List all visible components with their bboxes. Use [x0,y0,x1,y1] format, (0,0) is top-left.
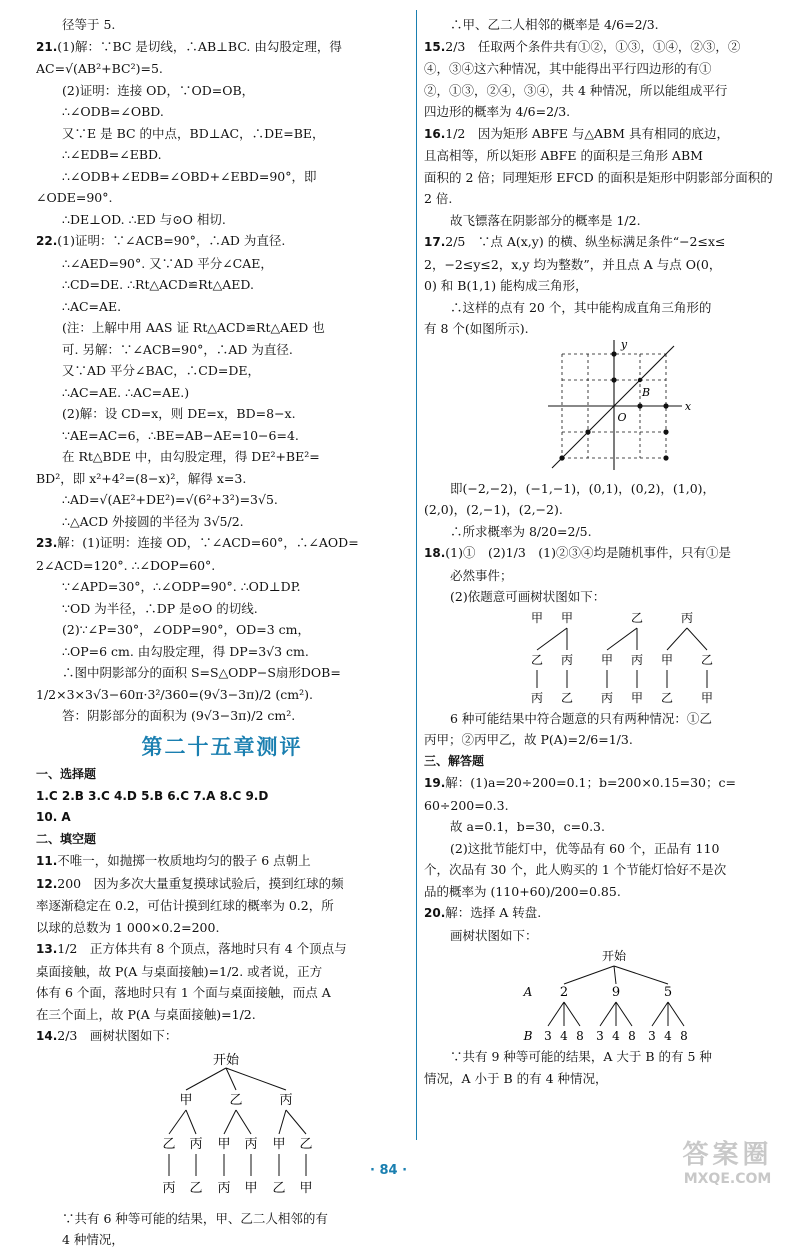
text-line [424,881,800,903]
tree-branch [667,628,687,650]
line-text: 四边形的概率为 4/6=2/3. [424,104,571,119]
line-text: 面积的 2 倍；同理矩形 EFCD 的面积是矩形中阴影部分面积的 [424,169,773,185]
tree-node-label: 丙 [162,1180,176,1196]
text-line [424,772,800,795]
tree-node-label: 甲 [244,1180,258,1196]
tree-node-label: 4 [560,1029,568,1043]
page-number: · 84 · [370,1163,408,1178]
text-line [424,925,800,947]
origin-label: O [617,410,627,424]
tree-diagram-18 [424,608,800,708]
tree-node-label: 丙 [189,1136,203,1152]
tree-branch [652,1002,668,1026]
line-text: ∴AD=√(AE²+DE²)=√(6²+3²)=3√5. [62,492,278,507]
lattice-point [559,455,564,460]
line-text: ∵∠APD=30°，∴∠ODP=90°. ∴OD⊥DP. [62,579,301,594]
tree-node-label: 丙 [630,652,644,667]
right-answer-block-mid [424,478,800,608]
tree-node-label: 丙 [217,1180,231,1196]
question-number: 18. [424,546,446,560]
line-text: ∴∠EDB=∠EBD. [62,147,162,162]
line-text: 4 种情况， [62,1232,124,1247]
line-text: ∴∠AED=90°. 又∵AD 平分∠CAE， [62,255,273,271]
line-text: 画树状图如下： [450,927,538,943]
tree-node-label: 甲 [299,1180,313,1196]
text-line [36,58,408,80]
text-line [424,838,800,860]
line-text: ∴这样的点有 20 个，其中能构成直角三角形的 [450,299,712,315]
line-text: 答：阴影部分的面积为 (9√3−3π)/2 cm². [62,708,296,723]
line-text: 又∵AD 平分∠BAC，∴CD=DE， [62,363,260,378]
tree-node-label: 乙 [299,1136,313,1152]
text-line [36,850,408,873]
tree-branch [224,1110,236,1134]
tree-node-label: 乙 [272,1180,286,1196]
line-text: (1)解：∵BC 是切线，∴AB⊥BC. 由勾股定理，得 [57,38,342,54]
tree-branch [169,1110,186,1134]
tree-node-label: 甲 [600,652,614,667]
line-text: 0) 和 B(1,1) 能构成三角形， [424,278,588,293]
tree-node-label: 甲 [700,690,714,705]
line-text: 体有 6 个面，落地时只有 1 个面与桌面接触，而点 A [36,985,331,1000]
line-text: (1)① (2)1/3 (1)②③④均是随机事件，只有①是 [445,545,732,560]
tree-node-label: 5 [663,985,673,1000]
tree-node-label: 甲 [530,610,544,625]
tree-root-label: 开始 [601,949,627,963]
text-line [424,816,800,838]
text-line [36,123,408,145]
text-line [36,253,408,275]
text-line [36,446,408,468]
line-text: (2)证明：连接 OD，∵OD=OB， [62,82,255,98]
lattice-point [663,429,668,434]
tree-diagram-20 [424,946,800,1046]
tree-diagram-14 [36,1048,408,1208]
text-line [424,80,800,102]
tree-branch [279,1110,286,1134]
text-line [36,14,408,36]
line-text: ∵AE=AC=6，∴BE=AB−AE=10−6=4. [62,427,299,443]
tree-node-label: 丙 [600,690,614,705]
point-b-label: B [641,385,651,399]
choice-answers [36,786,408,829]
line-text: ∠ODE=90°. [36,190,113,205]
text-line [36,895,408,917]
tree-node-label: 丙 [680,610,694,625]
tree-node-label: 乙 [229,1092,243,1108]
question-number: 11. [36,854,58,868]
tree-node-label: 丙 [560,652,574,667]
left-answer-block [36,14,408,727]
line-text: ∴甲、乙二人相邻的概率是 4/6=2/3. [450,17,659,32]
line-text: BD²，即 x²+4²=(8−x)²，解得 x=3. [36,470,247,486]
line-text: 2 倍. [424,191,453,206]
question-number: 21. [36,39,58,54]
right-answer-block-ans [424,772,800,946]
right-column [424,14,800,1089]
line-text: 有 8 个(如图所示). [424,321,529,336]
tree-branch [668,1002,684,1026]
text-line [36,360,408,382]
text-line [36,684,408,706]
tree-node-label: 甲 [272,1136,286,1152]
text-line [424,478,800,500]
line-text: ∴∠ODB=∠OBD. [62,104,164,119]
line-text: ∴图中阴影部分的面积 S=S△ODP−S扇形DOB= [62,665,341,680]
line-text: 2，−2≤y≤2，x,y 均为整数”，并且点 A 与点 O(0， [424,256,722,272]
line-text: (注：上解中用 AAS 证 Rt△ACD≌Rt△AED 也 [62,320,325,335]
question-number: 22. [36,234,58,248]
text-line [36,917,408,939]
text-line [36,468,408,490]
text-line [36,144,408,166]
text-line [36,403,408,425]
line-text: 1/2 因为矩形 ABFE 与△ABM 具有相同的底边， [445,125,729,141]
text-line [424,123,800,146]
section-fill-label: 二、填空题 [36,831,97,846]
text-line [36,36,408,59]
tree-a-label: A [523,985,533,999]
question-number: 16. [424,126,446,141]
text-line [424,859,800,881]
line-text: 又∵E 是 BC 的中点，BD⊥AC，∴DE=BE， [62,125,325,141]
line-text: (2,0)，(2,−1)，(2,−2). [424,502,563,517]
watermark-logo [650,1140,805,1192]
text-line [36,80,408,102]
line-text: ∴DE⊥OD. ∴ED 与⊙O 相切. [62,211,226,227]
tree-node-label: 乙 [660,690,674,705]
line-text: 情况，A 小于 B 的有 4 种情况， [424,1070,608,1086]
line-text: 必然事件； [450,567,513,583]
fill-answers [36,850,408,1048]
tree-branch [687,628,707,650]
line-text: 故 a=0.1，b=30，c=0.3. [450,819,605,834]
lattice-point [611,377,616,382]
tree-branch [600,1002,616,1026]
text-line [424,58,800,80]
tree-node-label: 9 [611,985,621,1000]
question-number: 17. [424,235,446,249]
tree-b-label: B [523,1029,533,1043]
tree-node-label: 丙 [530,690,544,705]
line-text: (2)解：设 CD=x，则 DE=x，BD=8−x. [62,406,296,421]
line-text: (2)这批节能灯中，优等品有 60 个，正品有 110 [450,840,720,856]
line-text: 在三个面上，故 P(A 与桌面接触)=1/2. [36,1006,256,1022]
text-line [36,425,408,447]
text-line [424,297,800,319]
question-number: 23. [36,536,58,550]
tree-branch [614,966,616,984]
text-line [36,1208,408,1230]
line-text: 解：选择 A 转盘. [445,905,542,920]
column-divider [416,10,417,1140]
text-line [36,641,408,663]
question-number: 19. [424,776,446,790]
text-line [424,521,800,543]
text-line [36,1229,408,1251]
tree-branch [614,966,668,984]
tree-node-label: 8 [680,1029,688,1043]
text-line [36,187,408,209]
line-text: ∴OP=6 cm. 由勾股定理，得 DP=3√3 cm. [62,643,309,659]
tree-node-label: 乙 [530,652,544,667]
question-number: 12. [36,876,58,891]
tree-node-label: 3 [648,1029,656,1043]
text-line [36,296,408,318]
text-line [36,511,408,533]
line-text: 1/2×3×3√3−60π·3²/360=(9√3−3π)/2 (cm²). [36,686,313,702]
tree-node-label: 8 [576,1029,584,1043]
line-text: ∵共有 6 种等可能的结果，甲、乙二人相邻的有 [62,1210,328,1226]
text-line [36,938,408,961]
tree-node-label: 乙 [560,690,574,705]
tree-branch [564,966,614,984]
line-text: (2)依题意可画树状图如下： [450,589,606,604]
section-choice-label: 一、选择题 [36,767,97,781]
line-text: ∴∠ODB+∠EDB=∠OBD+∠EBD=90°，即 [62,168,317,184]
text-line [424,708,800,730]
text-line [36,598,408,620]
tree-root-label: 开始 [212,1052,240,1068]
line-text: ④，③④这六种情况，其中能得出平行四边形的有① [424,61,712,76]
text-line [36,873,408,896]
tree-node-label: 3 [596,1029,604,1043]
lattice-point [637,403,642,408]
tree-branch [548,1002,564,1026]
x-axis-label: x [684,399,692,413]
tree-node-label: 丙 [244,1136,258,1152]
text-line [36,489,408,511]
text-line [36,619,408,641]
text-line [36,101,408,123]
right-answer-block-bottom [424,708,800,751]
line-text: ∴△ACD 外接圆的半径为 3√5/2. [62,513,244,529]
line-text: 个，次品有 30 个，此人购买的 1 个节能灯恰好不是次 [424,862,727,877]
text-line [424,1046,800,1068]
line-text: ∴AC=AE. [62,298,122,314]
line-text: ∴CD=DE. ∴Rt△ACD≌Rt△AED. [62,277,254,292]
question-number: 15. [424,39,446,54]
line-text: 6 种可能结果中符合题意的只有两种情况：①乙 [450,710,712,726]
tree-branch [286,1110,306,1134]
text-line [424,167,800,189]
line-text: 丙甲；②丙甲乙，故 P(A)=2/6=1/3. [424,732,633,747]
line-text: 即(−2,−2)，(−1,−1)，(0,1)，(0,2)，(1,0)， [450,480,716,496]
text-line [36,705,408,727]
line-text: 不唯一，如抛掷一枚质地均匀的骰子 6 点朝上 [57,853,311,868]
tree14-explanation [36,1208,408,1251]
line-text: 2/5 ∵点 A(x,y) 的横、纵坐标满足条件“−2≤x≤ [445,234,726,249]
text-line [424,499,800,521]
tree-node-label: 甲 [217,1136,231,1152]
line-text: 径等于 5. [62,17,116,32]
tree-node-label: 甲 [179,1092,193,1108]
line-text: ②，①③，②④，③④，共 4 种情况，所以能组成平行 [424,82,728,98]
tree-node-label: 8 [628,1029,636,1043]
chapter-title: 第二十五章测评 [141,734,303,759]
tree-branch [186,1068,226,1090]
tree-branch [236,1110,251,1134]
line-text: 1/2 正方体共有 8 个顶点，落地时只有 4 个顶点与 [57,941,347,956]
text-line [36,961,408,983]
line-text: 在 Rt△BDE 中，由勾股定理，得 DE²+BE²= [62,449,320,464]
lattice-point [611,351,616,356]
line-text: (1)证明：∵∠ACB=90°，∴AD 为直径. [57,233,286,248]
line-text: 2/3 任取两个条件共有①②，①③，①④，②③，② [445,38,741,54]
question-number: 13. [36,942,58,956]
text-line [36,532,408,555]
tree-branch [564,1002,580,1026]
coordinate-grid-17 [424,340,800,478]
text-line [36,339,408,361]
text-line [424,318,800,340]
watermark-bottom: MXQE.COM [683,1171,772,1187]
text-line [424,902,800,925]
text-line [36,230,408,253]
tree-node-label: 丙 [279,1092,293,1108]
text-line [36,382,408,404]
text-line [424,729,800,751]
tree-branch [537,628,567,650]
line-text: ∴所求概率为 8/20=2/5. [450,523,592,539]
text-line [424,145,800,167]
tree-node-label: 甲 [560,610,574,625]
lattice-point [585,429,590,434]
text-line [424,275,800,297]
right-answer-block-end [424,1046,800,1089]
question-number: 20. [424,906,446,920]
line-text: 解：(1)a=20÷200=0.1；b=200×0.15=30；c= [445,775,736,790]
section-answer-label: 三、解答题 [424,753,485,768]
line-text: 桌面接触，故 P(A 与桌面接触)=1/2. 或者说，正方 [36,963,323,979]
text-line [424,586,800,608]
text-line [36,209,408,231]
line-text: 2∠ACD=120°. ∴∠DOP=60°. [36,557,216,573]
line-text: ∵OD 为半径，∴DP 是⊙O 的切线. [62,600,258,616]
text-line [424,36,800,59]
text-line [424,542,800,565]
line-text: 可. 另解：∵∠ACB=90°，∴AD 为直径. [62,341,293,357]
text-line [424,188,800,210]
lattice-point [663,455,668,460]
line-text: 200 因为多次大量重复摸球试验后，摸到红球的频 [57,875,344,891]
text-line [424,795,800,817]
line-text: 60÷200=0.3. [424,797,509,813]
right-answer-block-top [424,14,800,340]
line-text: 率逐渐稳定在 0.2，可估计摸到红球的概率为 0.2，所 [36,898,334,913]
line-text: 以球的总数为 1 000×0.2=200. [36,919,220,935]
tree-node-label: 3 [544,1029,552,1043]
tree-node-label: 甲 [660,652,674,667]
line-text: ∵共有 9 种等可能的结果，A 大于 B 的有 5 种 [450,1049,712,1064]
choice-answer-line: 10. A [36,810,71,824]
text-line [424,14,800,36]
text-line [424,1068,800,1090]
tree-node-label: 4 [612,1029,620,1043]
line-text: 2/3 画树状图如下： [57,1028,178,1043]
tree-branch [607,628,637,650]
text-line [36,982,408,1004]
line-text: ∴AC=AE. ∴AC=AE.) [62,384,190,400]
text-line [36,555,408,577]
tree-node-label: 4 [664,1029,672,1043]
text-line [424,231,800,254]
choice-answer-line: 1.C 2.B 3.C 4.D 5.B 6.C 7.A 8.C 9.D [36,788,269,803]
line-text: AC=√(AB²+BC²)=5. [36,61,163,76]
text-line [36,166,408,188]
line-y-eq-x [552,346,674,468]
line-text: (2)∵∠P=30°，∠ODP=90°，OD=3 cm， [62,622,310,637]
y-axis-label: y [620,339,628,351]
text-line [36,662,408,684]
tree-node-label: 2 [559,985,569,1000]
text-line [36,576,408,598]
tree-branch [186,1110,196,1134]
tree-node-label: 乙 [630,610,644,625]
text-line [424,254,800,276]
watermark-top: 答案圈 [682,1140,773,1170]
left-column [36,14,408,1251]
tree-node-label: 乙 [162,1136,176,1152]
text-line [424,210,800,232]
point-b [638,377,642,381]
line-text: 且高相等，所以矩形 ABFE 的面积是三角形 ABM [424,148,703,163]
text-line [424,565,800,587]
line-text: 品的概率为 (110+60)/200=0.85. [424,883,621,899]
tree-branch [616,1002,632,1026]
tree-node-label: 甲 [630,690,644,705]
lattice-point [663,403,668,408]
text-line [36,317,408,339]
line-text: 故飞镖落在阴影部分的概率是 1/2. [450,212,641,228]
question-number: 14. [36,1029,58,1043]
text-line [36,1025,408,1048]
tree-node-label: 乙 [700,652,714,667]
text-line [36,274,408,296]
text-line [36,1004,408,1026]
line-text: 解：(1)证明：连接 OD，∵∠ACD=60°，∴∠AOD= [57,535,359,550]
tree-node-label: 乙 [189,1180,203,1196]
text-line [424,101,800,123]
